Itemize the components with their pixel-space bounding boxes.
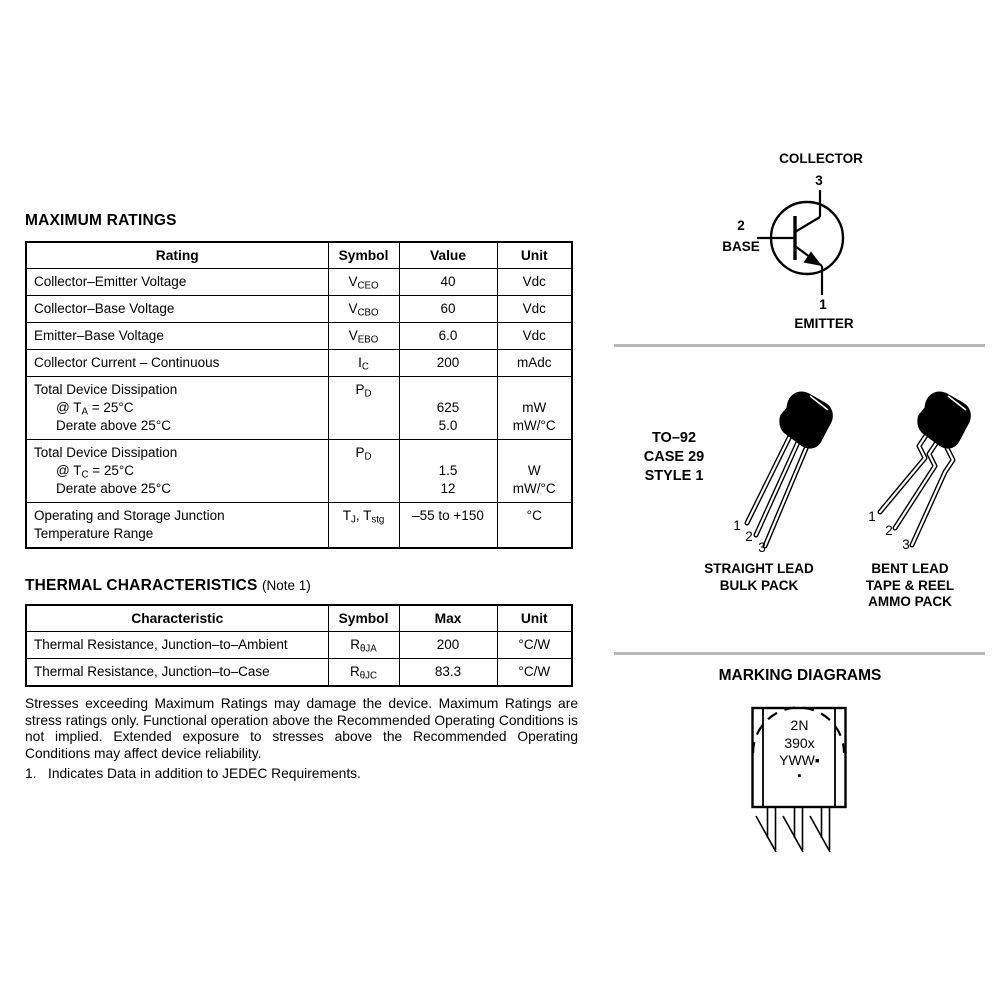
- caption-line: STRAIGHT LEAD: [704, 561, 814, 576]
- note-1-number: 1.: [25, 766, 37, 781]
- table-cell: [328, 503, 399, 549]
- column-header: Symbol: [328, 605, 399, 632]
- column-header: Symbol: [328, 242, 399, 269]
- marking-text: [753, 717, 846, 783]
- column-header: Characteristic: [26, 605, 328, 632]
- thermal-title-note: (Note 1): [262, 578, 311, 593]
- cell-line: mAdc: [516, 355, 552, 370]
- table-row: [26, 659, 572, 687]
- table-cell: [399, 503, 497, 549]
- cell-line: 40: [440, 274, 456, 289]
- cell-line: $V_{CBO}$: [348, 301, 379, 319]
- table-cell: [497, 323, 572, 350]
- cell-line: 625: [436, 400, 460, 415]
- cell-line: [405, 444, 492, 462]
- section-divider: [614, 652, 985, 655]
- cell-line: Temperature Range: [34, 526, 154, 541]
- cell-line: °C: [526, 508, 542, 523]
- table-cell: [328, 377, 399, 440]
- table-cell: [497, 377, 572, 440]
- case-info: [628, 429, 720, 486]
- straight-pin-1: 1: [733, 518, 741, 533]
- marking-package: [740, 700, 860, 865]
- cell-line: Derate above 25°C: [56, 481, 171, 496]
- table-cell: [497, 440, 572, 503]
- cell-line: mW: [522, 400, 547, 415]
- cell-line: mW/°C: [512, 481, 556, 496]
- cell-line: 6.0: [438, 328, 458, 343]
- cell-line: °C/W: [518, 637, 551, 652]
- cell-line: $R_{\theta JC}$: [349, 664, 378, 682]
- cell-line: 200: [436, 355, 460, 370]
- caption-line: BULK PACK: [719, 577, 799, 593]
- table-row: [26, 296, 572, 323]
- cell-line: °C/W: [518, 664, 551, 679]
- table-cell: [26, 350, 328, 377]
- cell-line: W: [527, 463, 541, 478]
- table-cell: [399, 440, 497, 503]
- column-header: Max: [399, 605, 497, 632]
- case-line: STYLE 1: [644, 468, 704, 484]
- cell-line: 5.0: [438, 418, 458, 433]
- emitter-label: EMITTER: [794, 316, 854, 331]
- bent-pin-1: 1: [868, 509, 876, 524]
- table-row: [26, 350, 572, 377]
- cell-line: [405, 381, 492, 399]
- bent-caption: [839, 561, 981, 611]
- cell-line: Collector–Emitter Voltage: [34, 274, 187, 289]
- cell-line: Vdc: [522, 328, 546, 343]
- collector-label: COLLECTOR: [779, 151, 863, 166]
- table-cell: [26, 323, 328, 350]
- column-header: Unit: [497, 242, 572, 269]
- cell-line: 1.5: [438, 463, 458, 478]
- thermal-title-text: THERMAL CHARACTERISTICS: [25, 577, 258, 594]
- to92-bent-package-icon: [855, 388, 990, 563]
- cell-line: Thermal Resistance, Junction–to–Ambient: [34, 637, 288, 652]
- table-cell: [328, 323, 399, 350]
- table-cell: [399, 377, 497, 440]
- table-cell: [26, 296, 328, 323]
- note-1: [25, 766, 578, 783]
- table-row: [26, 632, 572, 659]
- case-line: CASE 29: [643, 449, 705, 465]
- cell-line: Total Device Dissipation: [34, 445, 178, 460]
- table-cell: [328, 269, 399, 296]
- to92-straight-package-icon: [715, 388, 835, 563]
- straight-caption: [688, 561, 830, 594]
- cell-line: [503, 444, 567, 462]
- table-cell: [26, 269, 328, 296]
- bent-pin-2: 2: [885, 523, 893, 538]
- table-cell: [497, 269, 572, 296]
- table-cell: [26, 632, 328, 659]
- table-cell: [328, 632, 399, 659]
- cell-line: Operating and Storage Junction: [34, 508, 225, 523]
- table-cell: [26, 659, 328, 687]
- marking-line: 390x: [784, 734, 815, 751]
- table-row: [26, 440, 572, 503]
- cell-line: –55 to +150: [412, 508, 484, 523]
- emitter-pin: 1: [819, 297, 827, 312]
- cell-line: Vdc: [522, 274, 546, 289]
- caption-line: TAPE & REEL: [865, 577, 955, 593]
- table-cell: [497, 632, 572, 659]
- cell-line: $V_{EBO}$: [348, 328, 379, 346]
- base-label: BASE: [722, 239, 760, 254]
- cell-line: $V_{CEO}$: [348, 274, 379, 292]
- table-cell: [26, 377, 328, 440]
- marking-title: MARKING DIAGRAMS: [718, 667, 882, 684]
- table-cell: [399, 350, 497, 377]
- straight-pin-3: 3: [758, 540, 766, 555]
- base-pin: 2: [737, 218, 745, 233]
- cell-line: $P_D$: [355, 382, 372, 400]
- table-cell: [328, 350, 399, 377]
- marking-date-code-square: ▪: [797, 769, 802, 782]
- cell-line: Derate above 25°C: [56, 418, 171, 433]
- thermal-table: [25, 604, 573, 687]
- table-cell: [497, 350, 572, 377]
- column-header: Unit: [497, 605, 572, 632]
- table-cell: [497, 296, 572, 323]
- cell-line: Collector–Base Voltage: [34, 301, 175, 316]
- thermal-title: [25, 577, 311, 595]
- cell-line: [503, 381, 567, 399]
- table-cell: [399, 296, 497, 323]
- cell-line: @ $T_A = 25^\circ C$: [56, 400, 134, 418]
- cell-line: $T_J$, $T_{stg}$: [342, 508, 385, 526]
- table-cell: [26, 503, 328, 549]
- note-1-text: Indicates Data in addition to JEDEC Requirements.: [48, 766, 361, 781]
- table-cell: [328, 296, 399, 323]
- cell-line: mW/°C: [512, 418, 556, 433]
- case-line: TO–92: [651, 430, 697, 446]
- caption-line: AMMO PACK: [868, 594, 952, 609]
- table-row: [26, 323, 572, 350]
- collector-diagonal: [795, 217, 820, 232]
- npn-transistor-symbol-icon: [700, 143, 940, 338]
- cell-line: Vdc: [522, 301, 546, 316]
- marking-line: YWW▪: [779, 752, 820, 768]
- column-header: Rating: [26, 242, 328, 269]
- table-cell: [399, 632, 497, 659]
- table-row: [26, 269, 572, 296]
- notes-paragraph: Stresses exceeding Maximum Ratings may damage the device. Maximum Ratings are stress ratings only. Functional operation above the Recommended Operating Conditions is not implied. Extended exposure to stresses above the Recommended Operating Conditions may affect device reliability.: [25, 696, 578, 761]
- cell-line: 12: [440, 481, 456, 496]
- caption-line: BENT LEAD: [871, 561, 949, 576]
- cell-line: 83.3: [434, 664, 462, 679]
- table-cell: [399, 323, 497, 350]
- max-ratings-table: [25, 241, 573, 549]
- straight-pin-2: 2: [745, 529, 753, 544]
- cell-line: Emitter–Base Voltage: [34, 328, 164, 343]
- collector-pin: 3: [815, 173, 823, 188]
- section-divider: [614, 344, 985, 347]
- table-cell: [399, 269, 497, 296]
- cell-line: @ $T_C = 25^\circ C$: [56, 463, 135, 481]
- cell-line: $I_C$: [358, 355, 369, 373]
- cell-line: Thermal Resistance, Junction–to–Case: [34, 664, 270, 679]
- table-cell: [328, 659, 399, 687]
- column-header: Value: [399, 242, 497, 269]
- table-cell: [497, 503, 572, 549]
- table-cell: [328, 440, 399, 503]
- table-cell: [497, 659, 572, 687]
- table-cell: [26, 440, 328, 503]
- table-row: [26, 377, 572, 440]
- cell-line: 60: [440, 301, 456, 316]
- marking-line: 2N: [790, 717, 809, 733]
- bent-pin-3: 3: [902, 537, 910, 552]
- cell-line: $P_D$: [355, 445, 372, 463]
- cell-line: Total Device Dissipation: [34, 382, 178, 397]
- cell-line: $R_{\theta JA}$: [350, 637, 377, 655]
- max-ratings-title: MAXIMUM RATINGS: [25, 212, 177, 229]
- table-row: [26, 503, 572, 549]
- table-cell: [399, 659, 497, 687]
- cell-line: 200: [436, 637, 460, 652]
- cell-line: Collector Current – Continuous: [34, 355, 220, 370]
